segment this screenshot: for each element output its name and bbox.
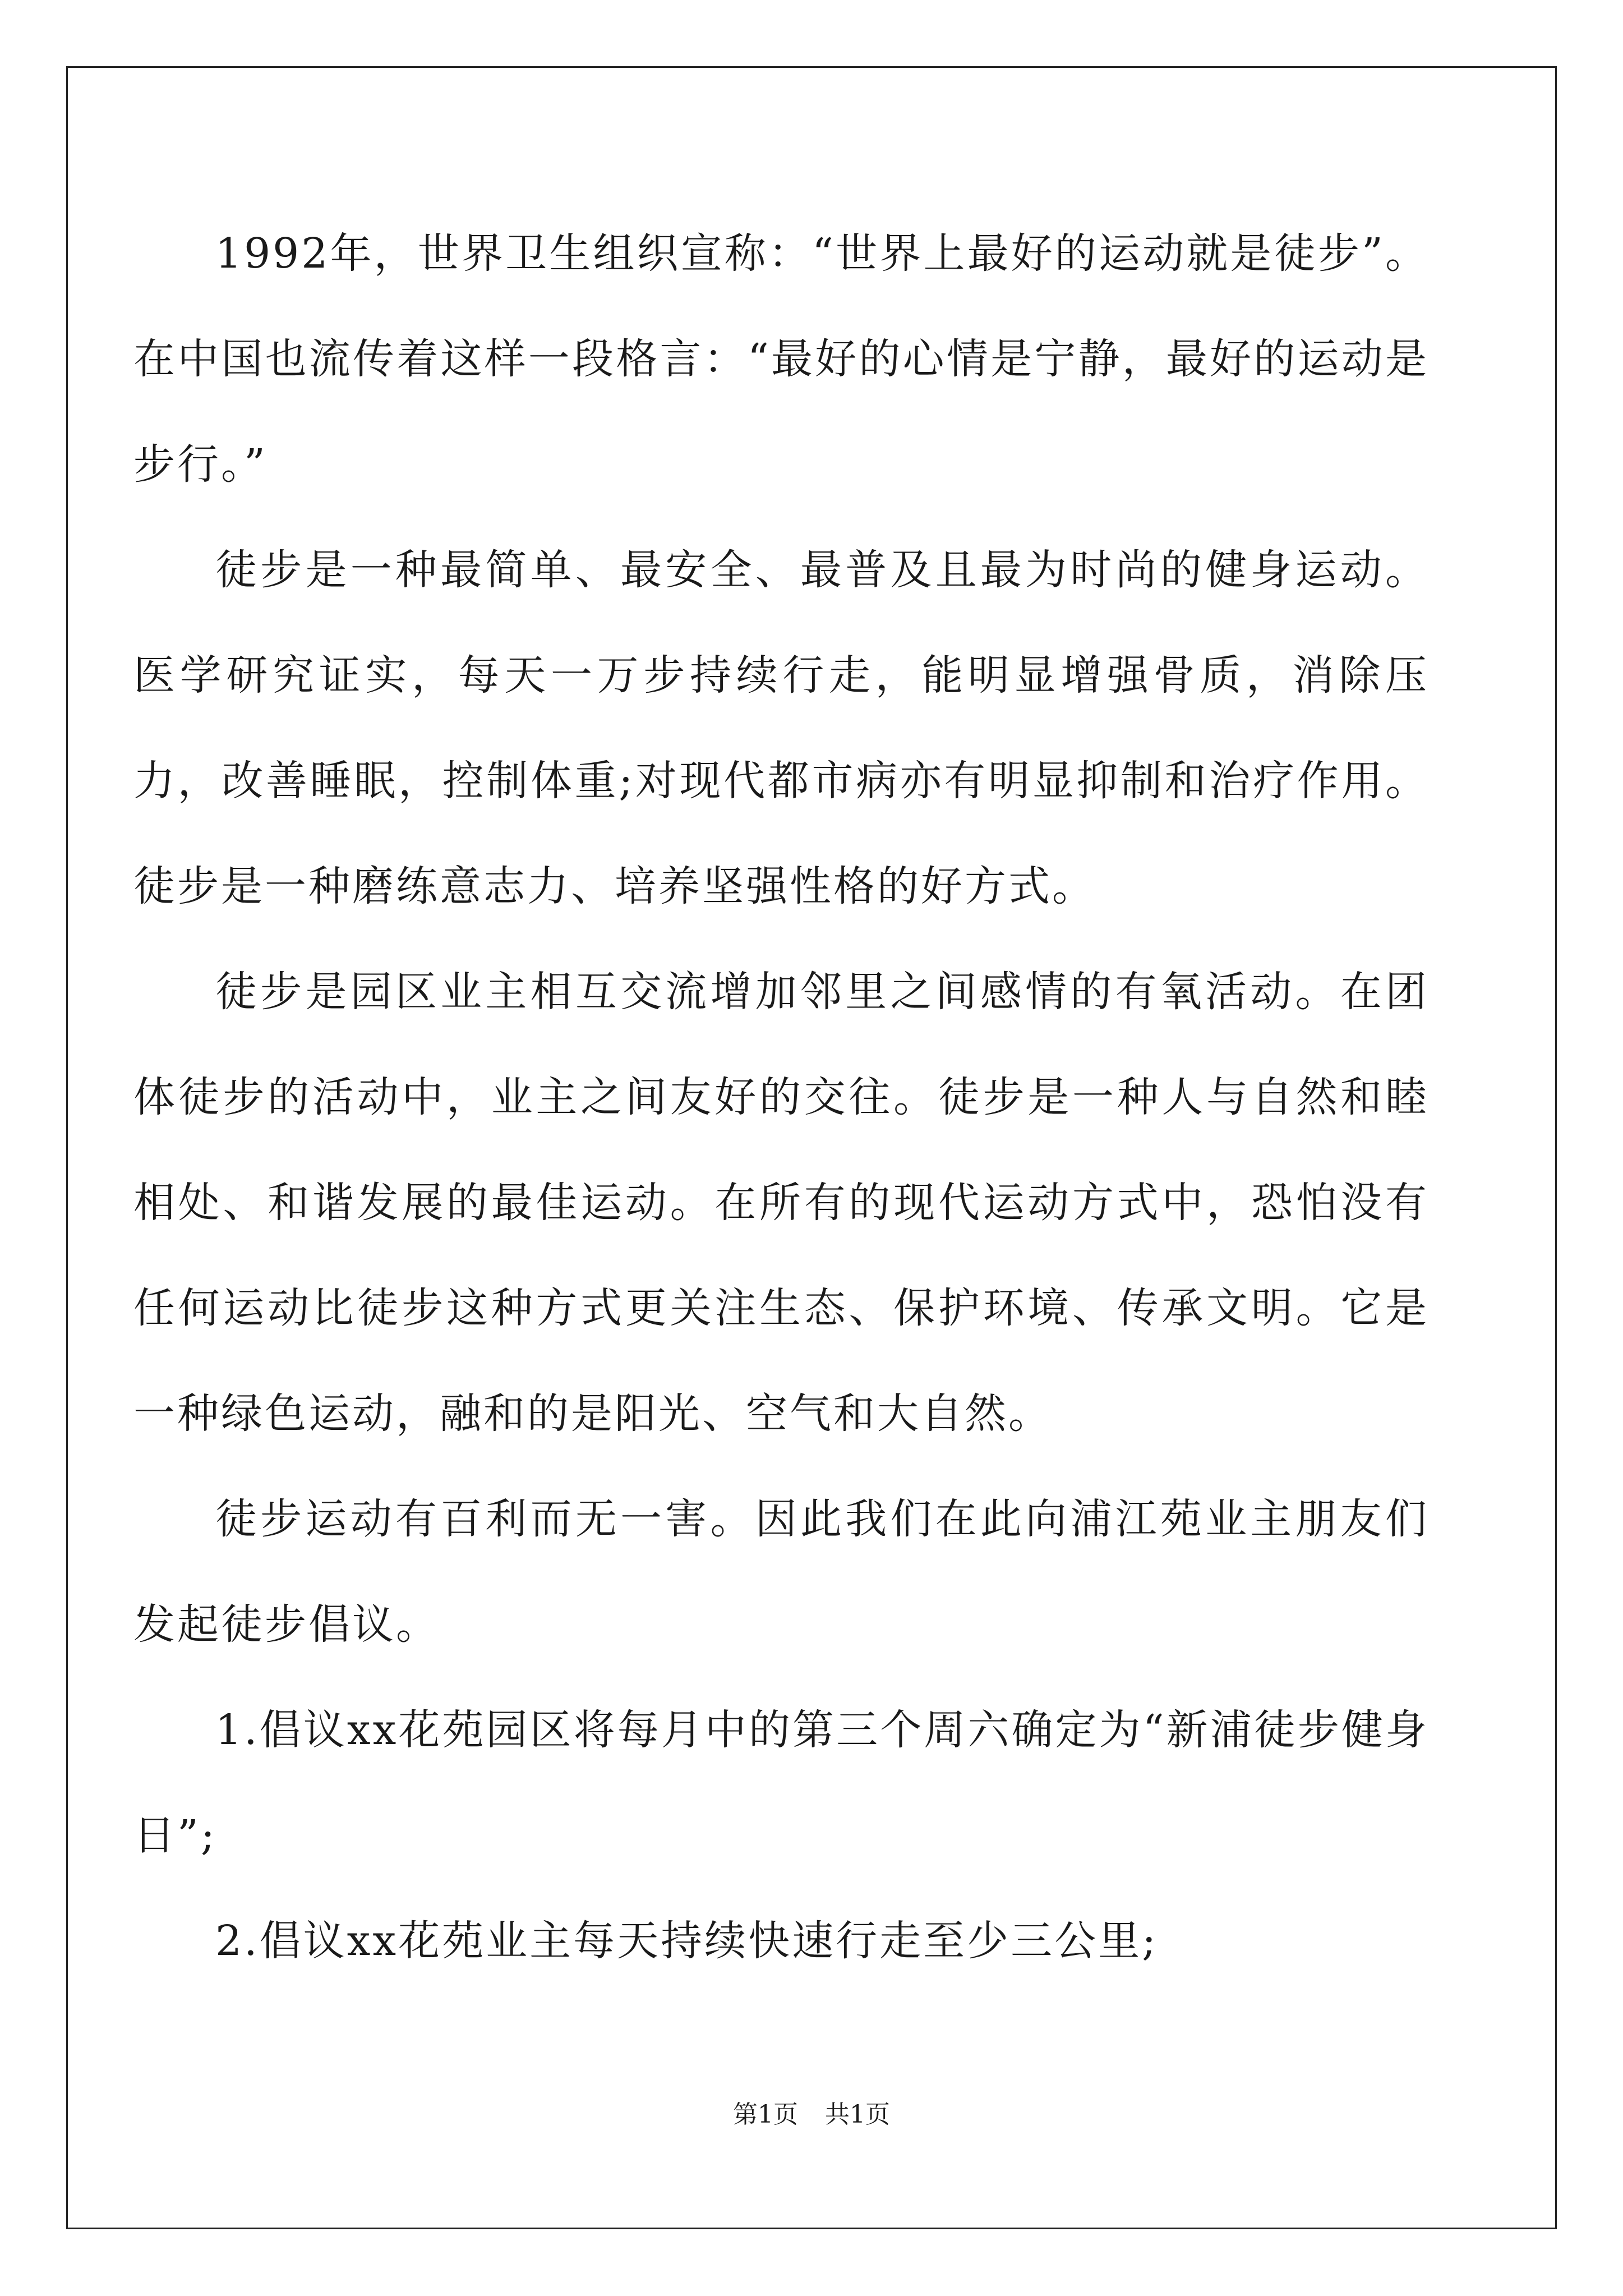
- paragraph-4: 徒步运动有百利而无一害。因此我们在此向浦江苑业主朋友们发起徒步倡议。: [133, 1495, 1429, 1649]
- paragraph-1: 1992年，世界卫生组织宣称：“世界上最好的运动就是徒步”。在中国也流传着这样一段格言：“最好的心情是宁静，最好的运动是步行。”: [133, 229, 1429, 489]
- page-footer: [0, 2098, 1623, 2132]
- paragraph-3: 徒步是园区业主相互交流增加邻里之间感情的有氧活动。在团体徒步的活动中，业主之间友好的交往。徒步是一种人与自然和睦相处、和谐发展的最佳运动。在所有的现代运动方式中，恐怕没有任何运动比徒步这种方式更关注生态、保护环境、传承文明。它是一种绿色运动，融和的是阳光、空气和大自然。: [133, 968, 1429, 1438]
- page-total: 共1页: [825, 2100, 890, 2129]
- paragraph-2: 徒步是一种最简单、最安全、最普及且最为时尚的健身运动。医学研究证实，每天一万步持续行走，能明显增强骨质，消除压力，改善睡眠，控制体重;对现代都市病亦有明显抑制和治疗作用。徒步是一种磨练意志力、培养坚强性格的好方式。: [133, 546, 1429, 910]
- page-number: 第1页: [733, 2100, 798, 2129]
- proposal-item-2: 2.倡议xx花苑业主每天持续快速行走至少三公里;: [215, 1917, 1158, 1965]
- document-body: [133, 201, 1429, 1994]
- proposal-item-1: 1.倡议xx花苑园区将每月中的第三个周六确定为“新浦徒步健身日”;: [133, 1706, 1429, 1860]
